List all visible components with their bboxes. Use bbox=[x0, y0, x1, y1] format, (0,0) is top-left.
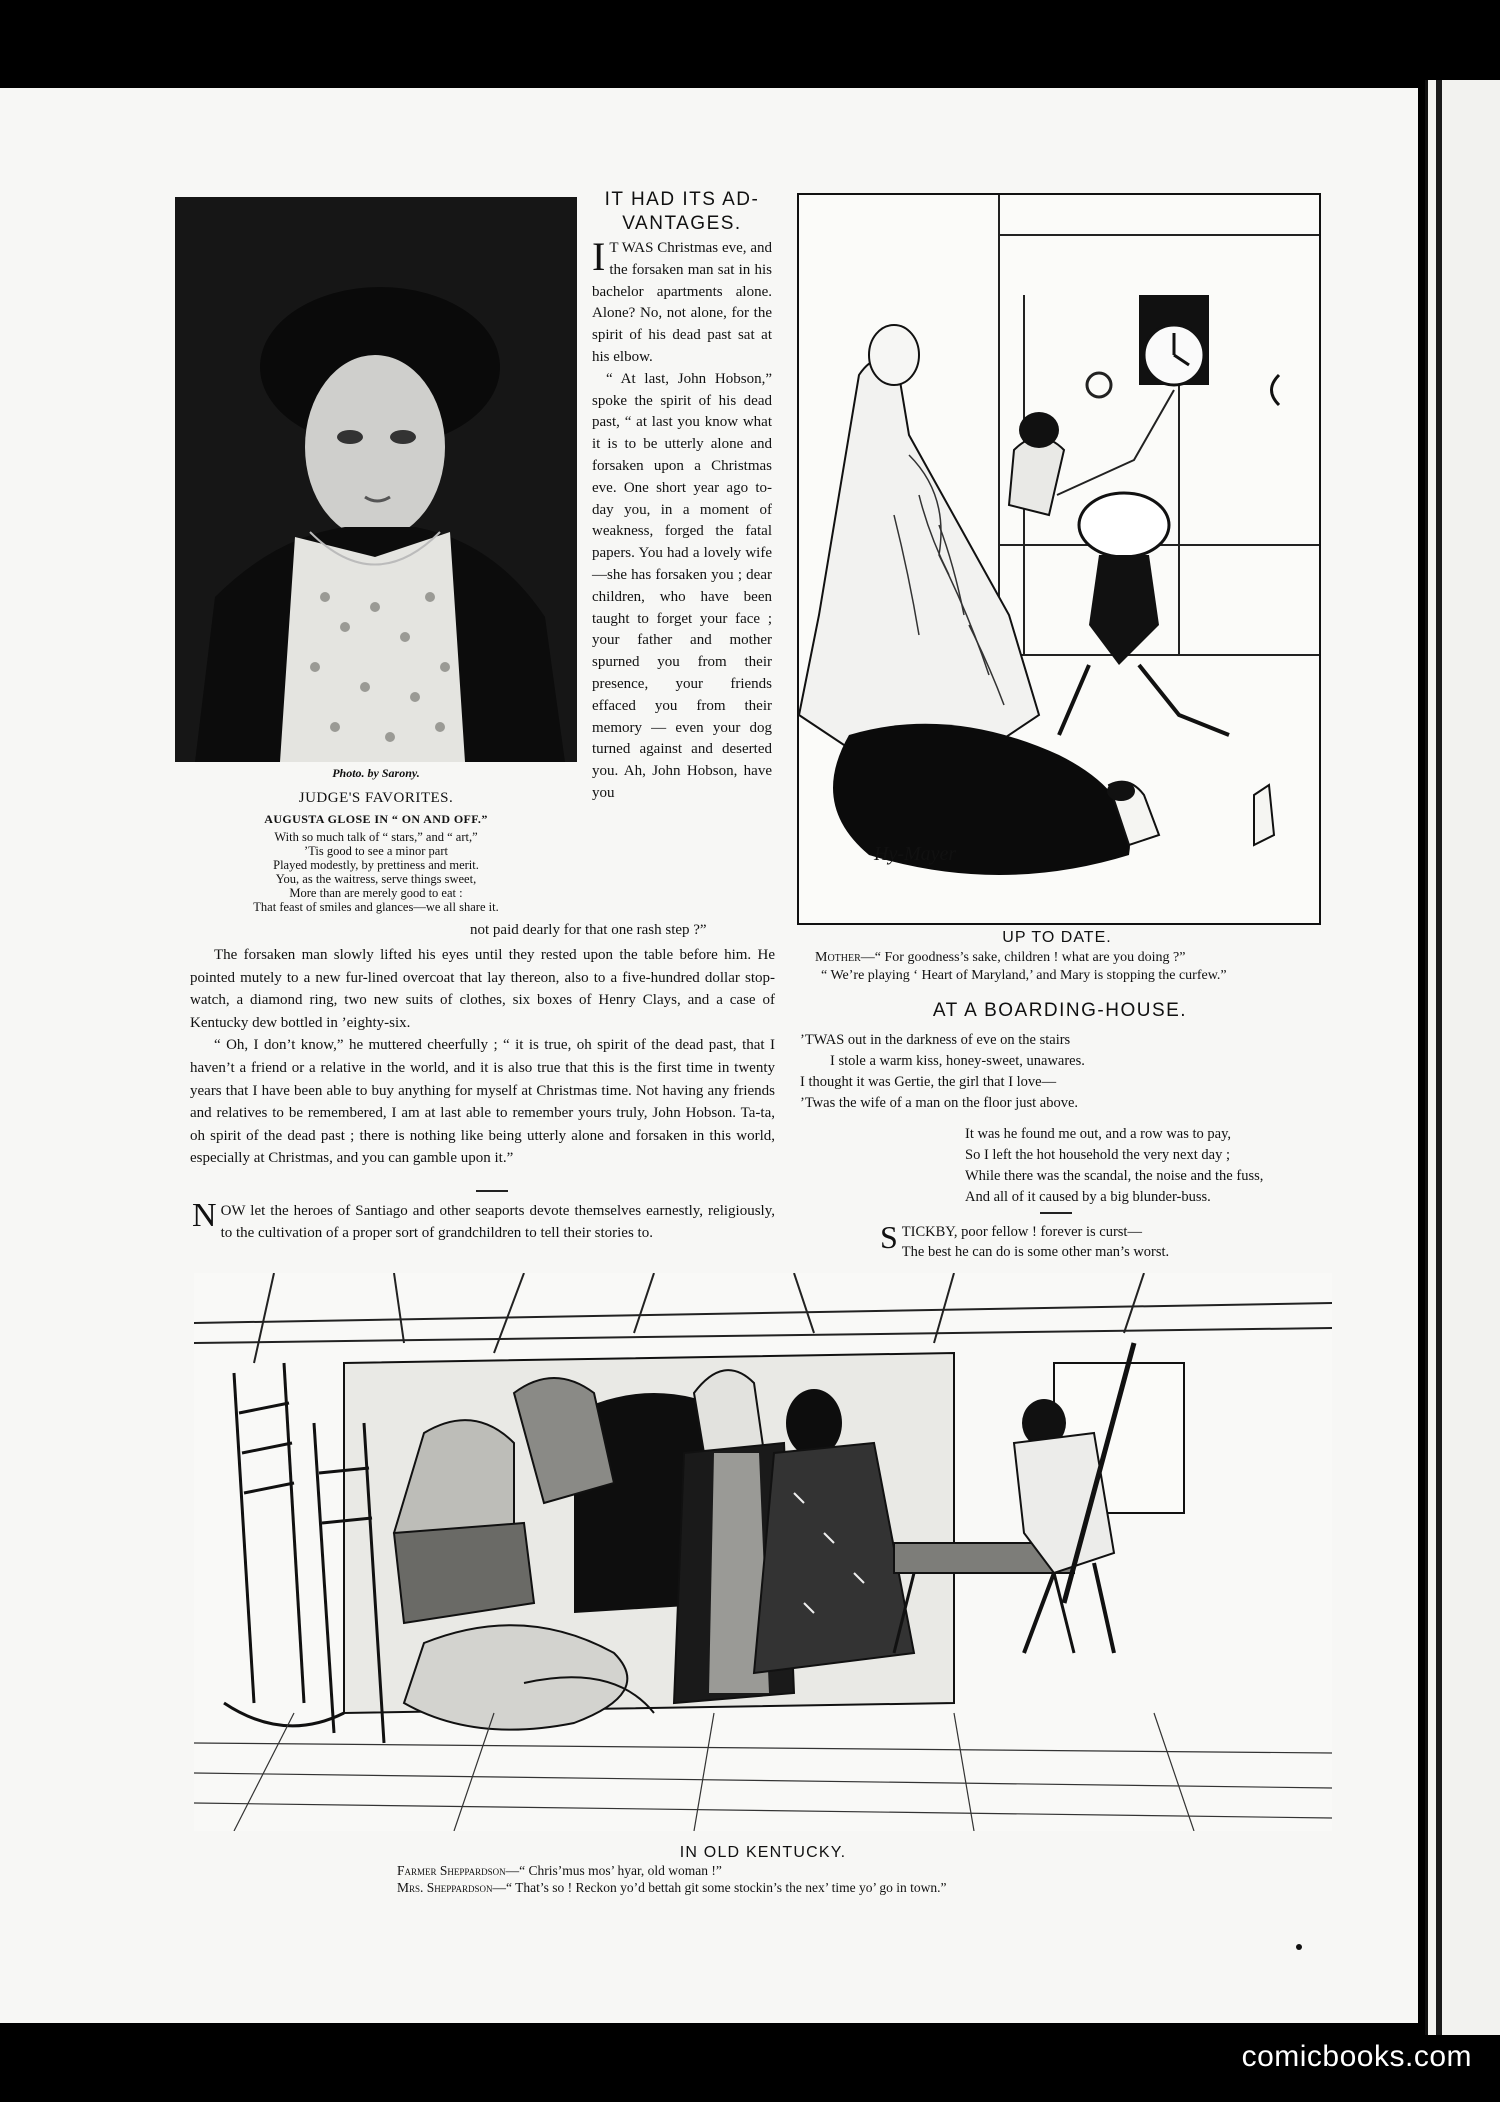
poem-line: While there was the scandal, the noise and the fuss, bbox=[965, 1168, 1264, 1184]
poem-line: More than are merely good to eat : bbox=[289, 886, 463, 900]
dialog-line: “ We’re playing ‘ Heart of Maryland,’ and Mary is stopping the curfew.” bbox=[821, 968, 1227, 983]
poem-line: ’Twas the wife of a man on the floor just above. bbox=[800, 1095, 1079, 1111]
drop-cap: I bbox=[592, 234, 606, 279]
page-fold bbox=[1436, 80, 1442, 2035]
santiago-paragraph bbox=[192, 1197, 775, 1244]
next-page-edge bbox=[1425, 80, 1500, 2035]
poem-line: ’Tis good to see a minor part bbox=[304, 844, 448, 858]
speaker-name: Mother bbox=[815, 950, 861, 965]
up-to-date-dialog bbox=[815, 949, 1355, 985]
poem-line: I thought it was Gertie, the girl that I love— bbox=[800, 1074, 1057, 1090]
old-kentucky-dialog bbox=[397, 1862, 1197, 1896]
up-to-date-title: UP TO DATE. bbox=[1002, 929, 1112, 946]
story-paragraph: The forsaken man slowly lifted his eyes until they rested upon the table before him. He pointed mutely to a new fur-lined overcoat that lay thereon, also to a five-hundred dollar stop-watch, a diamond ring, two new suits of clothes, six boxes of Henry Clays, and a case of Kentucky dew bottled in ’eighty-six. bbox=[190, 947, 775, 1031]
poem-line: And all of it caused by a big blunder-buss. bbox=[965, 1189, 1211, 1205]
poem-line: With so much talk of “ stars,” and “ art,” bbox=[274, 830, 478, 844]
photo-credit: Photo. by Sarony. bbox=[332, 766, 420, 780]
favorites-title: JUDGE'S FAVORITES. bbox=[298, 790, 454, 806]
old-kentucky-title: IN OLD KENTUCKY. bbox=[679, 1844, 847, 1861]
favorites-subtitle: AUGUSTA GLOSE IN “ ON AND OFF.” bbox=[264, 812, 488, 826]
headline-line: VANTAGES. bbox=[622, 213, 742, 234]
story-wide-text bbox=[190, 944, 775, 1170]
paragraph-text: OW let the heroes of Santiago and other seaports devote themselves earnestly, religiously, to the cultivation of a proper sort of grandchildren to tell their stories to. bbox=[220, 1203, 775, 1241]
drop-cap: S bbox=[880, 1219, 898, 1255]
dialog-text: —“ For goodness’s sake, children ! what are you doing ?” bbox=[860, 950, 1186, 965]
site-watermark: comicbooks.com bbox=[1241, 2040, 1472, 2073]
speaker-name: Farmer Sheppardson bbox=[397, 1863, 506, 1878]
boarding-house-poem bbox=[800, 1030, 1345, 1208]
artist-signature: Hy-Mayer bbox=[874, 843, 957, 865]
poem-line: ’TWAS out in the darkness of eve on the stairs bbox=[800, 1032, 1071, 1048]
portrait-photo bbox=[175, 197, 577, 762]
boarding-house-title: AT A BOARDING-HOUSE. bbox=[932, 1000, 1188, 1021]
speaker-name: Mrs. Sheppardson bbox=[397, 1880, 493, 1895]
poem-line: So I left the hot household the very next day ; bbox=[965, 1147, 1230, 1163]
old-kentucky-illustration bbox=[194, 1273, 1332, 1831]
couplet-line: TICKBY, poor fellow ! forever is curst— bbox=[901, 1224, 1142, 1240]
headline-line: IT HAD ITS AD- bbox=[604, 189, 760, 210]
story-paragraph: “ Oh, I don’t know,” he muttered cheerfully ; “ it is true, oh spirit of the dead past, that I haven’t a friend or a relative in the world, and it is also true that this is the first time in twenty years that I have been able to buy anything for myself at Christmas time. Not having any friends and relatives to be remembered, I am at last able to remember yours truly, John Hobson. Ta-ta, oh spirit of the dead past ; there is nothing like being utterly alone and forsaken in this world, especially at Christmas, and you can gamble upon it.” bbox=[190, 1037, 775, 1167]
poem-line: It was he found me out, and a row was to pay, bbox=[965, 1126, 1232, 1142]
couplet-line: The best he can do is some other man’s worst. bbox=[901, 1244, 1170, 1260]
story-paragraph bbox=[592, 234, 772, 369]
poem-line: I stole a warm kiss, honey-sweet, unawares. bbox=[830, 1053, 1085, 1069]
poem-line: That feast of smiles and glances—we all share it. bbox=[253, 900, 499, 914]
dialog-text: —“ Chris’mus mos’ hyar, old woman !” bbox=[505, 1863, 722, 1878]
divider-rule bbox=[1040, 1212, 1072, 1214]
story-headline bbox=[592, 188, 772, 236]
paragraph-text: T WAS Christmas eve, and the forsaken man sat in his bachelor apartments alone. Alone? No, not alone, for the spirit of his dead past sat at his elbow. bbox=[592, 240, 772, 365]
dialog-line bbox=[815, 949, 1355, 967]
poem-line: You, as the waitress, serve things sweet, bbox=[275, 872, 477, 886]
up-to-date-illustration bbox=[797, 193, 1321, 925]
story-continuation-line: not paid dearly for that one rash step ?” bbox=[470, 922, 707, 938]
favorites-poem bbox=[175, 830, 577, 914]
story-paragraph: “ At last, John Hobson,” spoke the spirit of his dead past, “ at last you know what it is to be utterly alone and forsaken upon a Christmas eve. One short year ago to-day you, in a moment of weakness, forged the fatal papers. You had a lovely wife—she has forsaken you ; dear children, who have been taught to forget your face ; your father and mother spurned you from their presence, your friends effaced you from their memory — even your dog turned against and deserted you. Ah, John Hobson, have you bbox=[592, 370, 772, 801]
stickby-couplet bbox=[880, 1219, 1330, 1262]
drop-cap: N bbox=[192, 1197, 217, 1234]
divider-rule bbox=[476, 1190, 508, 1192]
story-column bbox=[592, 188, 772, 805]
poem-line: Played modestly, by prettiness and merit. bbox=[273, 858, 479, 872]
dialog-text: —“ That’s so ! Reckon yo’d bettah git some stockin’s the nex’ time yo’ go in town.” bbox=[492, 1880, 947, 1895]
page-speck bbox=[1296, 1944, 1302, 1950]
dialog-line bbox=[397, 1862, 1197, 1879]
dialog-line bbox=[397, 1879, 1197, 1896]
